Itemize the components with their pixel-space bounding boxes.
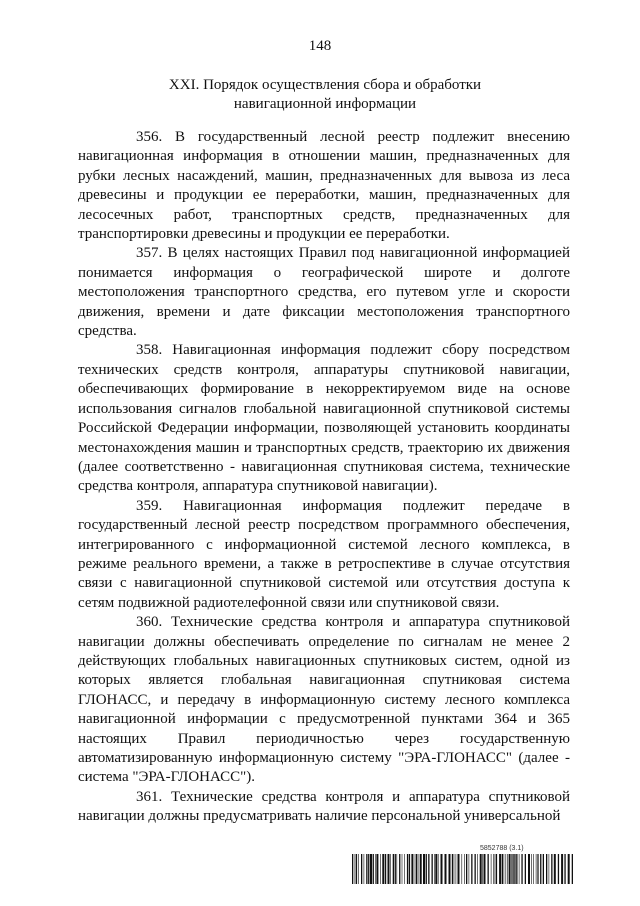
paragraph-360: 360. Технические средства контроля и аппаратура спутниковой навигации должны обеспечивать определение по сигналам не менее 2 действующих глобальных навигационных спутниковых систем, одной из которых является глобальная навигационная спутниковая система ГЛОНАСС, и передачу в информационную систему лесного комплекса навигационной информации с предусмотренной пунктами 364 и 365 настоящих Правил периодичностью через государственную автоматизированную информационную систему "ЭРА-ГЛОНАСС" (далее - система "ЭРА-ГЛОНАСС").: [78, 614, 570, 786]
section-heading-line-2: навигационной информации: [233, 96, 417, 112]
barcode-image: [352, 854, 574, 884]
paragraph-361: 361. Технические средства контроля и аппаратура спутниковой навигации должны предусматривать наличие персональной универсальной: [78, 788, 570, 825]
section-heading: [80, 76, 570, 114]
section-heading-line-1: XXI. Порядок осуществления сбора и обработки: [168, 77, 482, 93]
body-text: [78, 128, 570, 827]
page-number: 148: [308, 38, 332, 54]
paragraph-359: 359. Навигационная информация подлежит передаче в государственный лесной реестр посредством программного обеспечения, интегрированного с информационной системой лесного комплекса, в режиме реального времени, а также в ретроспективе в случае отсутствия связи с навигационной спутниковой системой или отсутствия доступа к сетям подвижной радиотелефонной связи или спутниковой связи.: [78, 497, 570, 611]
paragraph-358: 358. Навигационная информация подлежит сбору посредством технических средств контроля, аппаратуры спутниковой навигации, обеспечивающих формирование в некорректируемом виде на основе использования сигналов глобальной навигационной спутниковой системы Российской Федерации информации, позволяющей установить координаты местонахождения машин и транспортных средств, траекторию их движения (далее соответственно - навигационная спутниковая система, технические средства контроля, аппаратура спутниковой навигации).: [78, 342, 570, 495]
document-code: 5852788 (3.1): [480, 845, 524, 852]
paragraph-356: 356. В государственный лесной реестр подлежит внесению навигационная информация в отношении машин, предназначенных для рубки лесных насаждений, машин, предназначенных для вывоза из леса древесины и продукции ее переработки, машин, предназначенных для лесосечных работ, транспортных средств, предназначенных для транспортировки древесины и продукции ее переработки.: [78, 129, 570, 243]
paragraph-357: 357. В целях настоящих Правил под навигационной информацией понимается информация о географической широте и долготе местоположения транспортного средства, его путевом угле и скорости движения, времени и дате фиксации местоположения транспортного средства.: [78, 245, 570, 340]
